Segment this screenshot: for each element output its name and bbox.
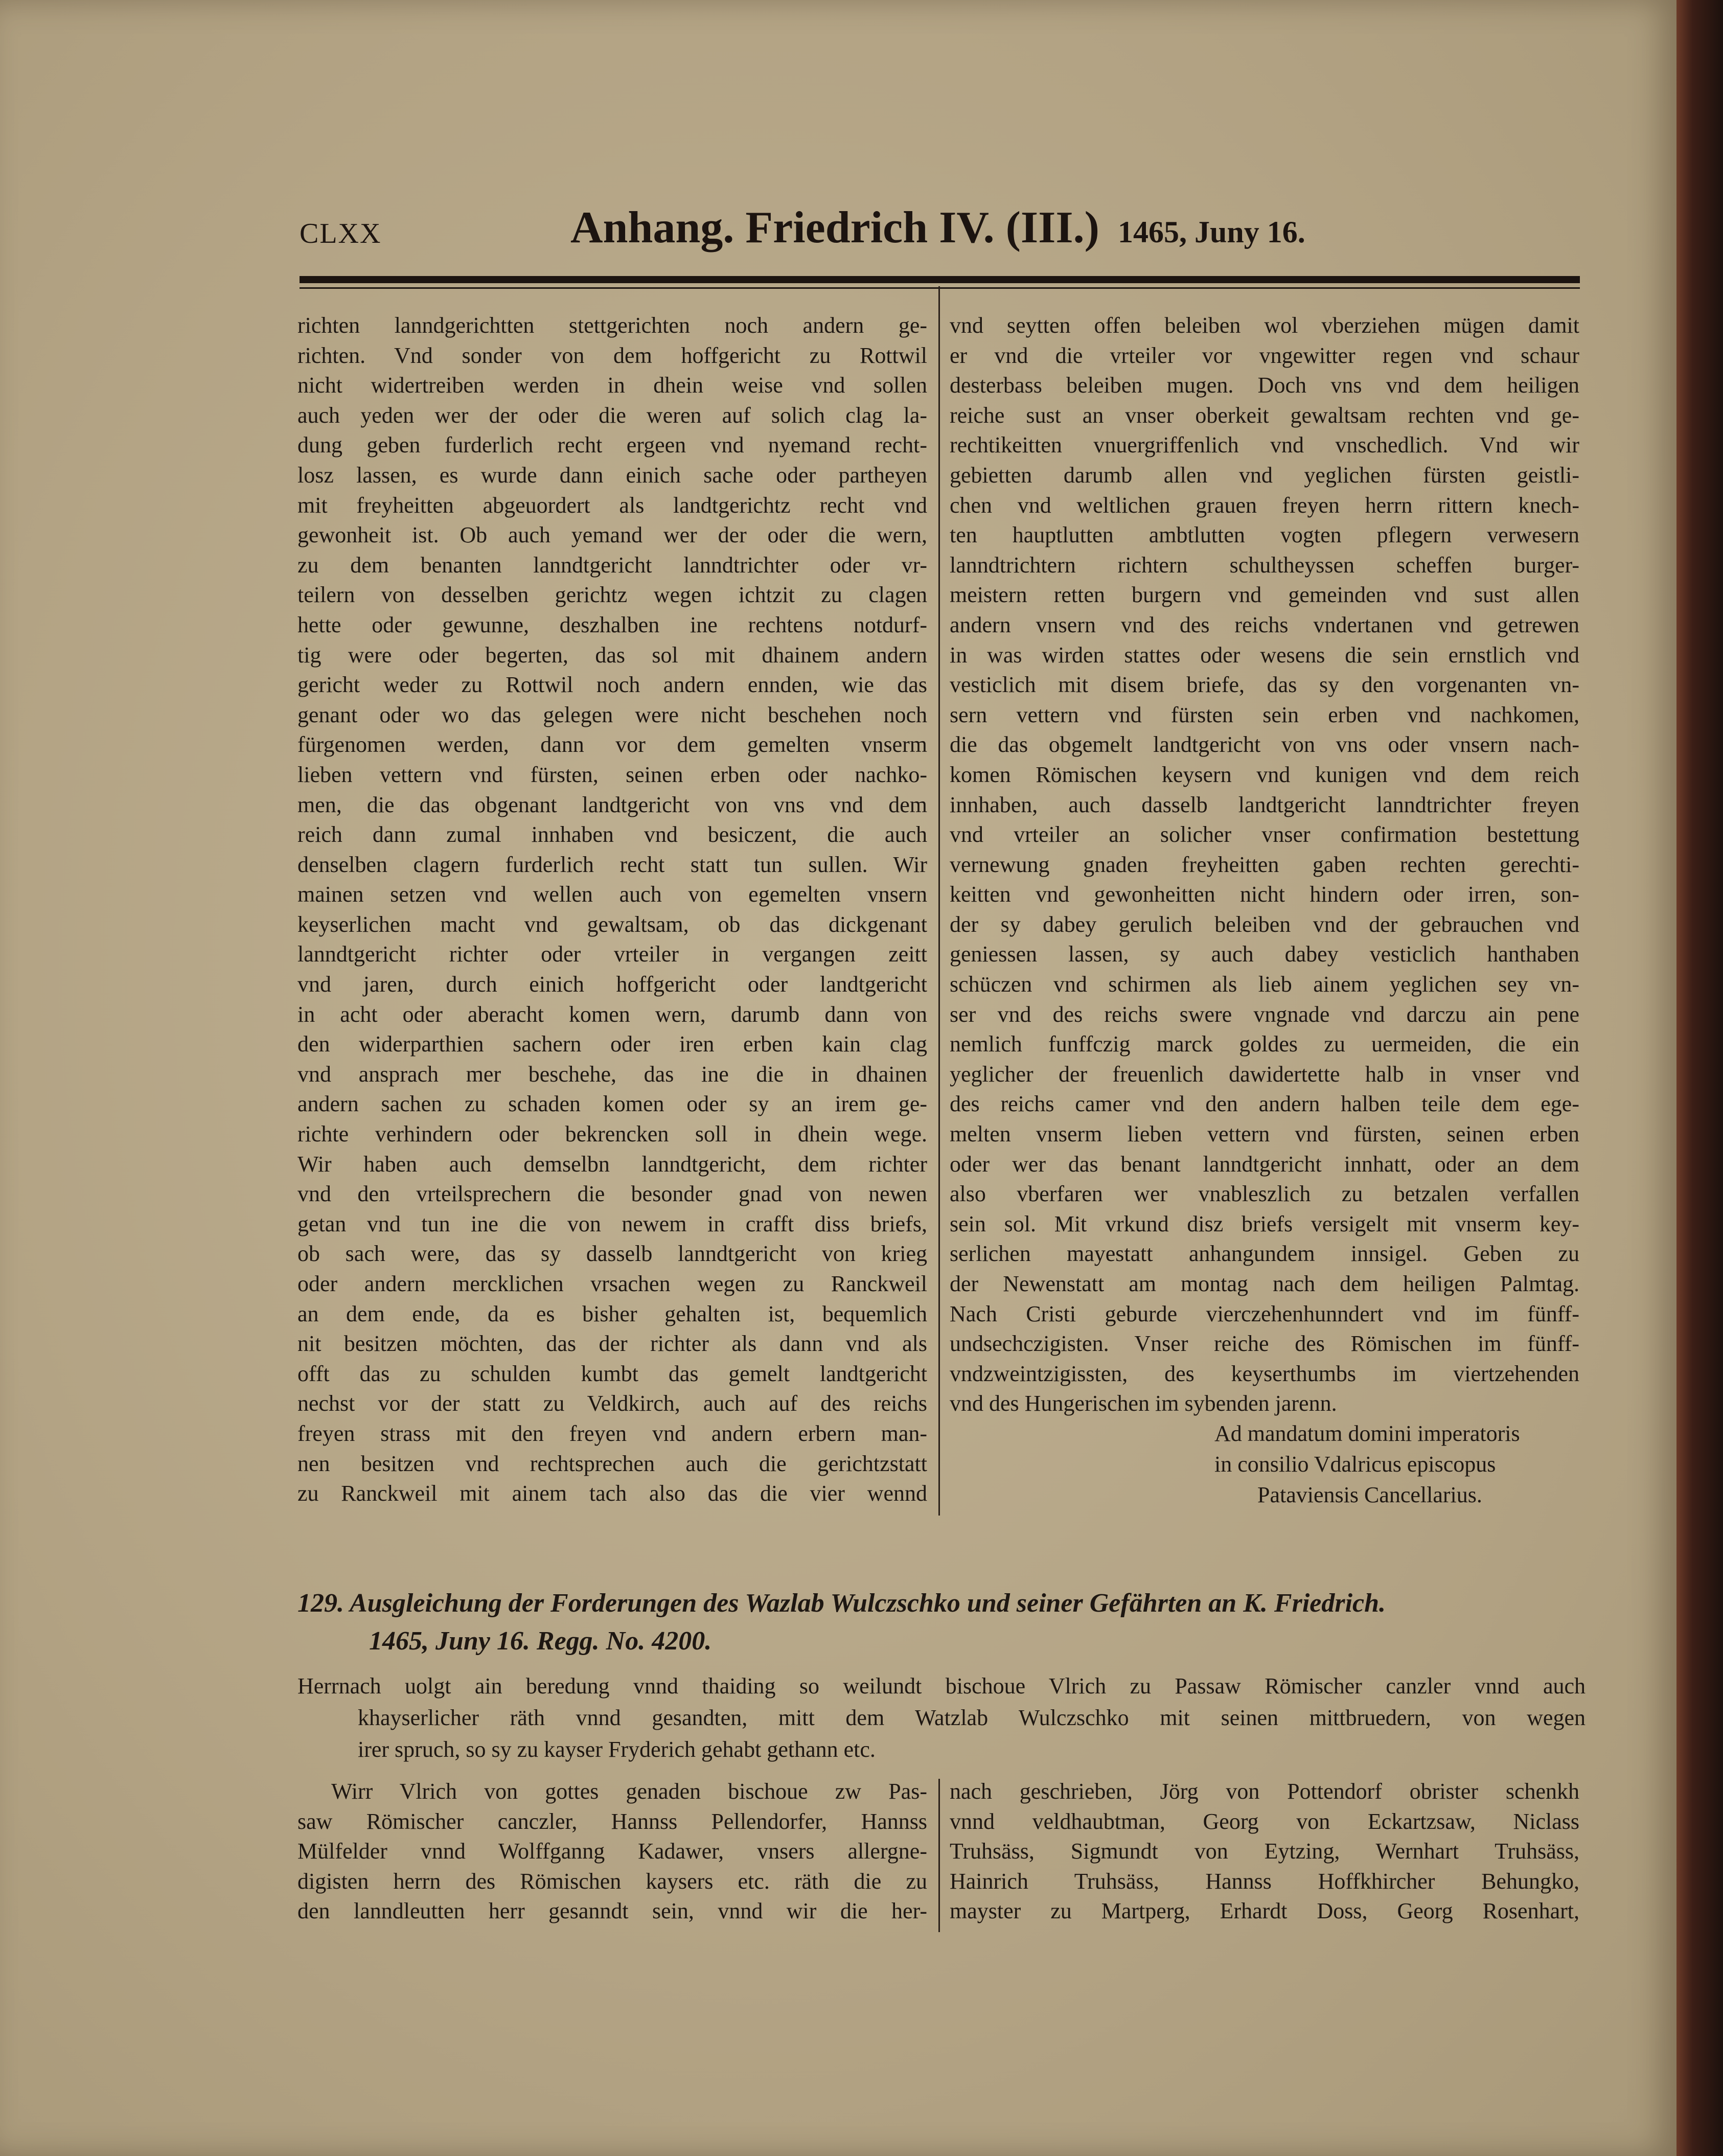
text-line: sern vettern vnd fürsten sein erben vnd nachkomen,	[950, 702, 1579, 727]
text-line: vesticlich mit disem briefe, das sy den vorgenanten vn-	[950, 672, 1579, 698]
left-text-column	[297, 311, 927, 1509]
text-line: getan vnd tun ine die von newem in crafft diss briefs,	[297, 1211, 927, 1236]
bottom-column-divider	[938, 1779, 940, 1932]
text-line: in acht oder aberacht komen wern, darumb dann von	[297, 1001, 927, 1027]
text-line: den widerparthien sachern oder iren erben kain clag	[297, 1031, 927, 1057]
text-line: serlichen mayestatt anhangundem innsigel. Geben zu	[950, 1241, 1579, 1267]
text-line: nach geschrieben, Jörg von Pottendorf obrister schenkh	[950, 1779, 1579, 1804]
text-line: nit besitzen möchten, das der richter als dann vnd als	[297, 1331, 927, 1357]
header-date: 1465, Juny 16.	[1117, 215, 1305, 249]
signoff-line-2: in consilio Vdalricus episcopus	[1214, 1452, 1496, 1477]
text-line: vnd vrteiler an solicher vnser confirmation bestettung	[950, 822, 1579, 847]
text-line: ob sach were, das sy dasselb lanndtgericht von krieg	[297, 1241, 927, 1267]
text-line: lieben vettern vnd fürsten, seinen erben oder nachko-	[297, 762, 927, 787]
text-line: nemlich funffczig marck goldes zu uermeiden, die ein	[950, 1031, 1579, 1057]
text-line: melten vnserm lieben vettern vnd fürsten, seinen erben	[950, 1121, 1579, 1147]
text-line: Truhsäss, Sigmundt von Eytzing, Wernhart Truhsäss,	[950, 1839, 1579, 1864]
text-line: oder wer das benant lanndtgericht innhatt, oder an dem	[950, 1151, 1579, 1177]
text-line: keitten vnd gewonheitten nicht hindern oder irren, son-	[950, 882, 1579, 907]
text-line: vernewung gnaden freyheitten gaben rechten gerechti-	[950, 852, 1579, 877]
section-title-line-2: 1465, Juny 16. Regg. No. 4200.	[369, 1626, 712, 1656]
text-line: er vnd die vrteiler vor vngewitter regen vnd schaur	[950, 342, 1579, 368]
text-line: genant oder wo das gelegen were nicht beschehen noch	[297, 702, 927, 727]
text-line: an dem ende, da es bisher gehalten ist, bequemlich	[297, 1301, 927, 1326]
text-line: rechtikeitten vnuergriffenlich vnd vnschedlich. Vnd wir	[950, 432, 1579, 458]
text-line: Nach Cristi geburde vierczehenhunndert vnd im fünff-	[950, 1301, 1579, 1326]
text-line: richten lanndgerichtten stettgerichten noch andern ge-	[297, 313, 927, 338]
text-line: mainen setzen vnd wellen auch von egemelten vnsern	[297, 882, 927, 907]
text-line: vnd des Hungerischen im sybenden jarenn.	[950, 1391, 1337, 1416]
text-line: fürgenomen werden, dann vor dem gemelten vnserm	[297, 732, 927, 758]
text-line: reiche sust an vnser oberkeit gewaltsam rechten vnd ge-	[950, 402, 1579, 428]
text-line: gericht weder zu Rottwil noch andern ennden, wie das	[297, 672, 927, 698]
text-line: in was wirden stattes oder wesens die sein ernstlich vnd	[950, 642, 1579, 668]
bottom-right-column	[950, 1777, 1579, 1926]
section-heading	[297, 1585, 1586, 1660]
text-line: Hainrich Truhsäss, Hannss Hoffkhircher Behungko,	[950, 1868, 1579, 1894]
text-line: gebietten darumb allen vnd yeglichen fürsten geistli-	[950, 462, 1579, 488]
text-line: andern vnsern vnd des reichs vndertanen vnd getrewen	[950, 612, 1579, 637]
regest-line: Herrnach uolgt ain beredung vnnd thaiding so weilundt bischoue Vlrich zu Passaw Römischer canzler vnnd auch	[297, 1673, 1586, 1699]
text-line: richten. Vnd sonder von dem hoffgericht zu Rottwil	[297, 342, 927, 368]
text-line: nechst vor der statt zu Veldkirch, auch auf des reichs	[297, 1391, 927, 1416]
text-line: desterbass beleiben mugen. Doch vns vnd dem heiligen	[950, 373, 1579, 398]
text-line: auch yeden wer der oder die weren auf solich clag la-	[297, 402, 927, 428]
text-line: Mülfelder vnnd Wolffganng Kadawer, vnsers allergne-	[297, 1839, 927, 1864]
text-line: vnd jaren, durch einich hoffgericht oder landtgericht	[297, 972, 927, 997]
bottom-left-column	[297, 1777, 927, 1926]
text-line: geniessen lassen, sy auch dabey vesticlich hanthaben	[950, 942, 1579, 967]
text-line: der Newenstatt am montag nach dem heiligen Palmtag.	[950, 1271, 1579, 1296]
running-header	[300, 202, 1588, 258]
text-line: reich dann zumal innhaben vnd besiczent, die auch	[297, 822, 927, 847]
text-line: vnd ansprach mer beschehe, das ine die in dhainen	[297, 1061, 927, 1087]
text-line: zu dem benanten lanndtgericht lanndtrichter oder vr-	[297, 552, 927, 578]
text-line: vndzweintzigissten, des keyserthumbs im viertzehenden	[950, 1361, 1579, 1386]
text-line: ten hauptlutten ambtlutten vogten pflegern verwesern	[950, 522, 1579, 548]
text-line: lanndtrichtern richtern schultheyssen scheffen burger-	[950, 552, 1579, 578]
text-line: losz lassen, es wurde dann einich sache oder partheyen	[297, 462, 927, 488]
text-line: ser vnd des reichs swere vngnade vnd darczu ain pene	[950, 1001, 1579, 1027]
regest-summary	[297, 1670, 1586, 1765]
text-line: sein sol. Mit vrkund disz briefs versigelt mit vnserm key-	[950, 1211, 1579, 1236]
text-line: meistern retten burgern vnd gemeinden vnd sust allen	[950, 582, 1579, 608]
book-spine	[1676, 0, 1723, 2156]
page-title	[570, 202, 1305, 254]
text-line: digisten herrn des Römischen kaysers etc. räth die zu	[297, 1868, 927, 1894]
text-line: die das obgemelt landtgericht von vns oder vnsern nach-	[950, 732, 1579, 758]
text-line: tig were oder begerten, das sol mit dhainem andern	[297, 642, 927, 668]
text-line: schüczen vnd schirmen als lieb ainem yeglichen sey vn-	[950, 972, 1579, 997]
text-line: dung geben furderlich recht ergeen vnd nyemand recht-	[297, 432, 927, 458]
text-line: andern sachen zu schaden komen oder sy an irem ge-	[297, 1091, 927, 1117]
text-line: keyserlichen macht vnd gewaltsam, ob das dickgenant	[297, 911, 927, 937]
signoff-line-3: Pataviensis Cancellarius.	[1257, 1482, 1482, 1507]
text-line: mit freyheitten abgeuordert als landtgerichtz recht vnd	[297, 492, 927, 518]
text-line: undsechczigisten. Vnser reiche des Römischen im fünff-	[950, 1331, 1579, 1357]
header-title: Anhang. Friedrich IV. (III.)	[570, 203, 1099, 253]
text-line: Wirr Vlrich von gottes genaden bischoue zw Pas-	[331, 1779, 927, 1804]
text-line: also vberfaren wer vnableszlich zu betzalen verfallen	[950, 1181, 1579, 1207]
text-line: saw Römischer canczler, Hannss Pellendorfer, Hannss	[297, 1808, 927, 1834]
text-line: nicht widertreiben werden in dhein weise vnd sollen	[297, 373, 927, 398]
text-line: mayster zu Martperg, Erhardt Doss, Georg Rosenhart,	[950, 1898, 1579, 1924]
text-line: denselben clagern furderlich recht statt tun sullen. Wir	[297, 852, 927, 877]
text-line: freyen strass mit den freyen vnd andern erbern man-	[297, 1420, 927, 1446]
text-line: richte verhindern oder bekrencken soll in dhein wege.	[297, 1121, 927, 1147]
text-line: nen besitzen vnd rechtsprechen auch die gerichtzstatt	[297, 1451, 927, 1476]
text-line: hette oder gewunne, deszhalben ine rechtens notdurf-	[297, 612, 927, 637]
text-line: zu Ranckweil mit ainem tach also das die vier wennd	[297, 1481, 927, 1506]
text-line: vnd den vrteilsprechern die besonder gnad von newen	[297, 1181, 927, 1207]
text-line: Wir haben auch demselbn lanndtgericht, dem richter	[297, 1151, 927, 1177]
regest-line: irer spruch, so sy zu kayser Fryderich gehabt gethann etc.	[358, 1737, 876, 1762]
header-rule-thick	[300, 276, 1580, 283]
text-line: des reichs camer vnd den andern halben teile dem ege-	[950, 1091, 1579, 1117]
text-line: vnd seytten offen beleiben wol vberziehen mügen damit	[950, 313, 1579, 338]
text-line: komen Römischen keysern vnd kunigen vnd dem reich	[950, 762, 1579, 787]
text-line: der sy dabey gerulich beleiben vnd der gebrauchen vnd	[950, 911, 1579, 937]
section-number: 129.	[297, 1589, 344, 1618]
text-line: men, die das obgenant landtgericht von vns vnd dem	[297, 792, 927, 817]
text-line: innhaben, auch dasselb landtgericht lanndtrichter freyen	[950, 792, 1579, 817]
text-line: yeglicher der freuenlich dawidertette halb in vnser vnd	[950, 1061, 1579, 1087]
text-line: den lanndleutten herr gesanndt sein, vnnd wir die her-	[297, 1898, 927, 1924]
text-line: vnnd veldhaubtman, Georg von Eckartzsaw, Niclass	[950, 1808, 1579, 1834]
regest-line: khayserlicher räth vnnd gesandten, mitt dem Watzlab Wulczschko mit seinen mittbruedern, von wegen	[358, 1705, 1586, 1730]
text-line: offt das zu schulden kumbt das gemelt landtgericht	[297, 1361, 927, 1386]
text-line: chen vnd weltlichen grauen freyen herrn rittern knech-	[950, 492, 1579, 518]
column-divider	[938, 286, 940, 1516]
text-line: gewonheit ist. Ob auch yemand wer der oder die wern,	[297, 522, 927, 548]
signoff-line-1: Ad mandatum domini imperatoris	[1214, 1421, 1520, 1446]
text-line: teilern von desselben gerichtz wegen ichtzit zu clagen	[297, 582, 927, 608]
right-text-column	[950, 311, 1579, 1419]
text-line: lanndtgericht richter oder vrteiler in vergangen zeitt	[297, 942, 927, 967]
page-number: CLXX	[300, 218, 382, 249]
section-title-line-1: Ausgleichung der Forderungen des Wazlab Wulczschko und seiner Gefährten an K. Friedrich.	[350, 1589, 1386, 1618]
text-line: oder andern mercklichen vrsachen wegen zu Ranckweil	[297, 1271, 927, 1296]
